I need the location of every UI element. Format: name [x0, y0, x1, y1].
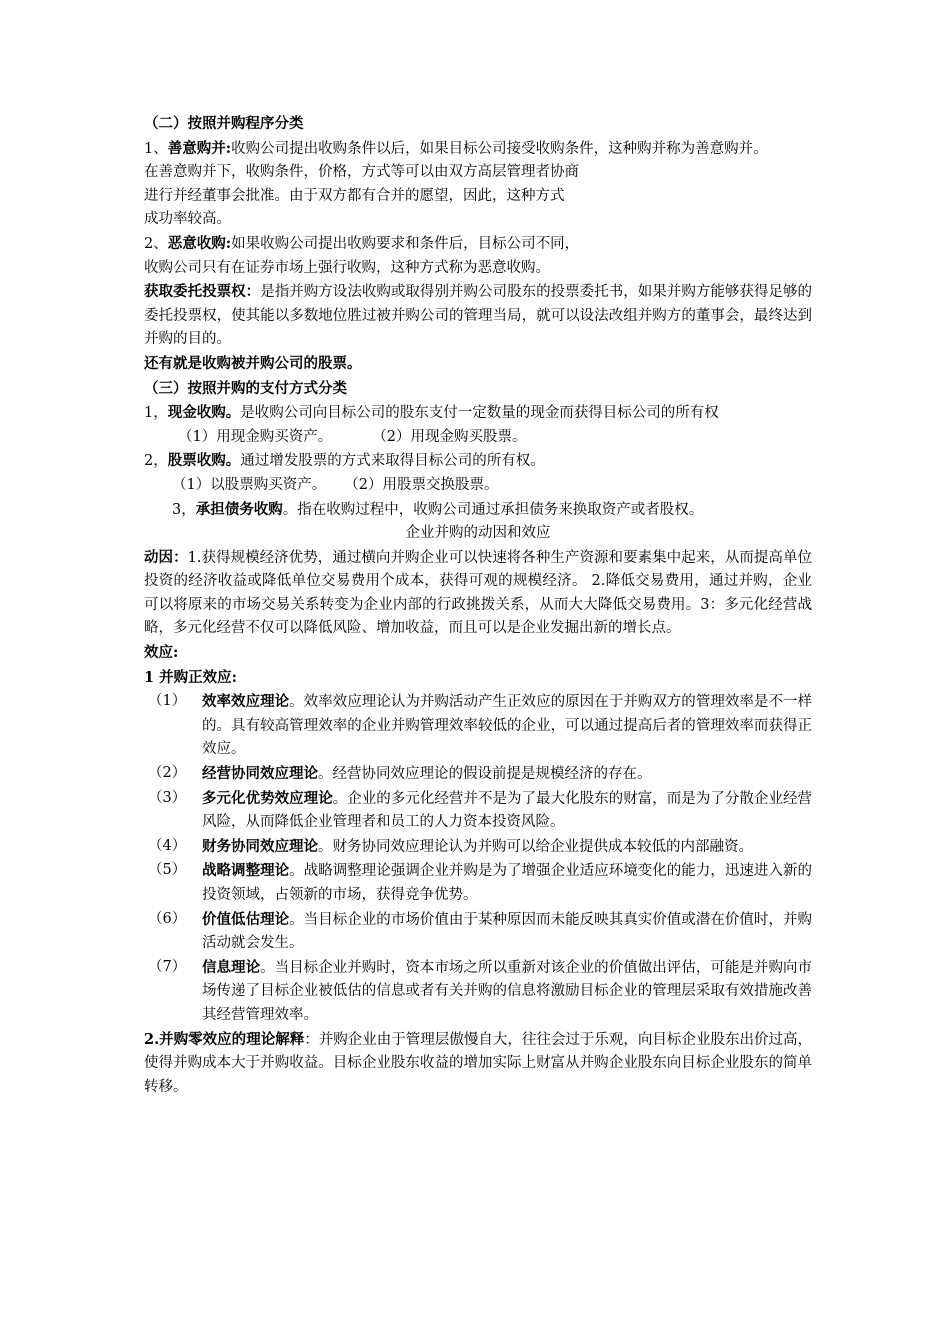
- cash-acquisition-item: 1，现金收购。是收购公司向目标公司的股东支付一定数量的现金而获得目标公司的所有权: [144, 404, 719, 422]
- document-page: [144, 112, 812, 1099]
- friendly-line-b: 进行并经董事会批准。由于双方都有合并的愿望，因此，这种方式: [144, 187, 565, 204]
- debt-acquisition-item: 3，承担债务收购。指在收购过程中，收购公司通过承担债务来换取资产或者股权。: [172, 500, 704, 518]
- cash-sub-items: （1）用现金购买资产。 （2）用现金购买股票。: [178, 428, 527, 445]
- motive-title: 企业并购的动因和效应: [405, 525, 551, 542]
- stock-sub-items: （1）以股票购买资产。 （2）用股票交换股票。: [172, 476, 499, 493]
- effect-label: 效应:: [144, 644, 179, 662]
- list-item: （2） 经营协同效应理论。经营协同效应理论的假设前提是规模经济的存在。: [148, 765, 652, 783]
- stock-acquisition-item: 2，股票收购。通过增发股票的方式来取得目标公司的所有权。: [144, 452, 545, 470]
- proxy-paragraph: 获取委托投票权：是指并购方设法收购或取得别并购公司股东的投票委托书，如果并购方能够获得足够的委托投票权，使其能以多数地位胜过被并购公司的管理当局，就可以设法改组并购方的董事会，最终达到并购的目的。: [144, 283, 813, 348]
- hostile-merger-item: 2、恶意收购:如果收购公司提出收购要求和条件后，目标公司不同，: [144, 234, 580, 252]
- section-heading-procedure: （二）按照并购程序分类: [144, 115, 304, 132]
- friendly-merger-item: 1、善意购并:收购公司提出收购条件以后，如果目标公司接受收购条件，这种购并称为善意购并。: [144, 139, 768, 157]
- list-item: （7） 信息理论。当目标企业并购时，资本市场之所以重新对该企业的价值做出评估，可能是并购向市场传递了目标企业被低估的信息或者有关并购的信息将激励目标企业的管理层采取有效措施改善其经营管理效率。: [148, 958, 813, 1023]
- zero-effect-paragraph: 2.并购零效应的理论解释：并购企业由于管理层傲慢自大，往往会过于乐观，向目标企业股东出价过高，使得并购成本大于并购收益。目标企业股东收益的增加实际上财富从并购企业股东向目标企业股东的简单转移。: [144, 1030, 813, 1095]
- positive-effect-heading: 1 并购正效应:: [144, 668, 237, 686]
- list-item: （6） 价值低估理论。当目标企业的市场价值由于某种原因而未能反映其真实价值或潜在价值时，并购活动就会发生。: [148, 910, 813, 952]
- list-item: （1） 效率效应理论。效率效应理论认为并购活动产生正效应的原因在于并购双方的管理效率是不一样的。具有较高管理效率的企业并购管理效率较低的企业，可以通过提高后者的管理效率而获得正效应。: [148, 693, 813, 758]
- also-line: 还有就是收购被并购公司的股票。: [144, 354, 362, 372]
- effect-theory-list: [144, 690, 812, 1027]
- list-item: （4） 财务协同效应理论。财务协同效应理论认为并购可以给企业提供成本较低的内部融资。: [148, 837, 753, 855]
- section-heading-payment: （三）按照并购的支付方式分类: [144, 379, 347, 397]
- list-item: （3） 多元化优势效应理论。企业的多元化经营并不是为了最大化股东的财富，而是为了分散企业经营风险，从而降低企业管理者和员工的人力资本投资风险。: [148, 789, 812, 831]
- friendly-line-a: 在善意购并下，收购条件，价格，方式等可以由双方高层管理者协商: [144, 164, 579, 181]
- friendly-line-c: 成功率较高。: [144, 211, 231, 228]
- hostile-line: 收购公司只有在证券市场上强行收购，这种方式称为恶意收购。: [144, 259, 550, 276]
- list-item: （5） 战略调整理论。战略调整理论强调企业并购是为了增强企业适应环境变化的能力，迅速进入新的投资领域，占领新的市场，获得竞争优势。: [148, 862, 813, 903]
- motive-paragraph: 动因：1.获得规模经济优势，通过横向并购企业可以快速将各种生产资源和要素集中起来，从而提高单位投资的经济收益或降低单位交易费用个成本，获得可观的规模经济。 2.降低交易费用，通过并购，企业可以将原来的市场交易关系转变为企业内部的行政挑拨关系，从而大大降低交易费用。3：多元化经营战略，多元化经营不仅可以降低风险、增加收益，而且可以是企业发掘出新的增长点。: [144, 548, 813, 637]
